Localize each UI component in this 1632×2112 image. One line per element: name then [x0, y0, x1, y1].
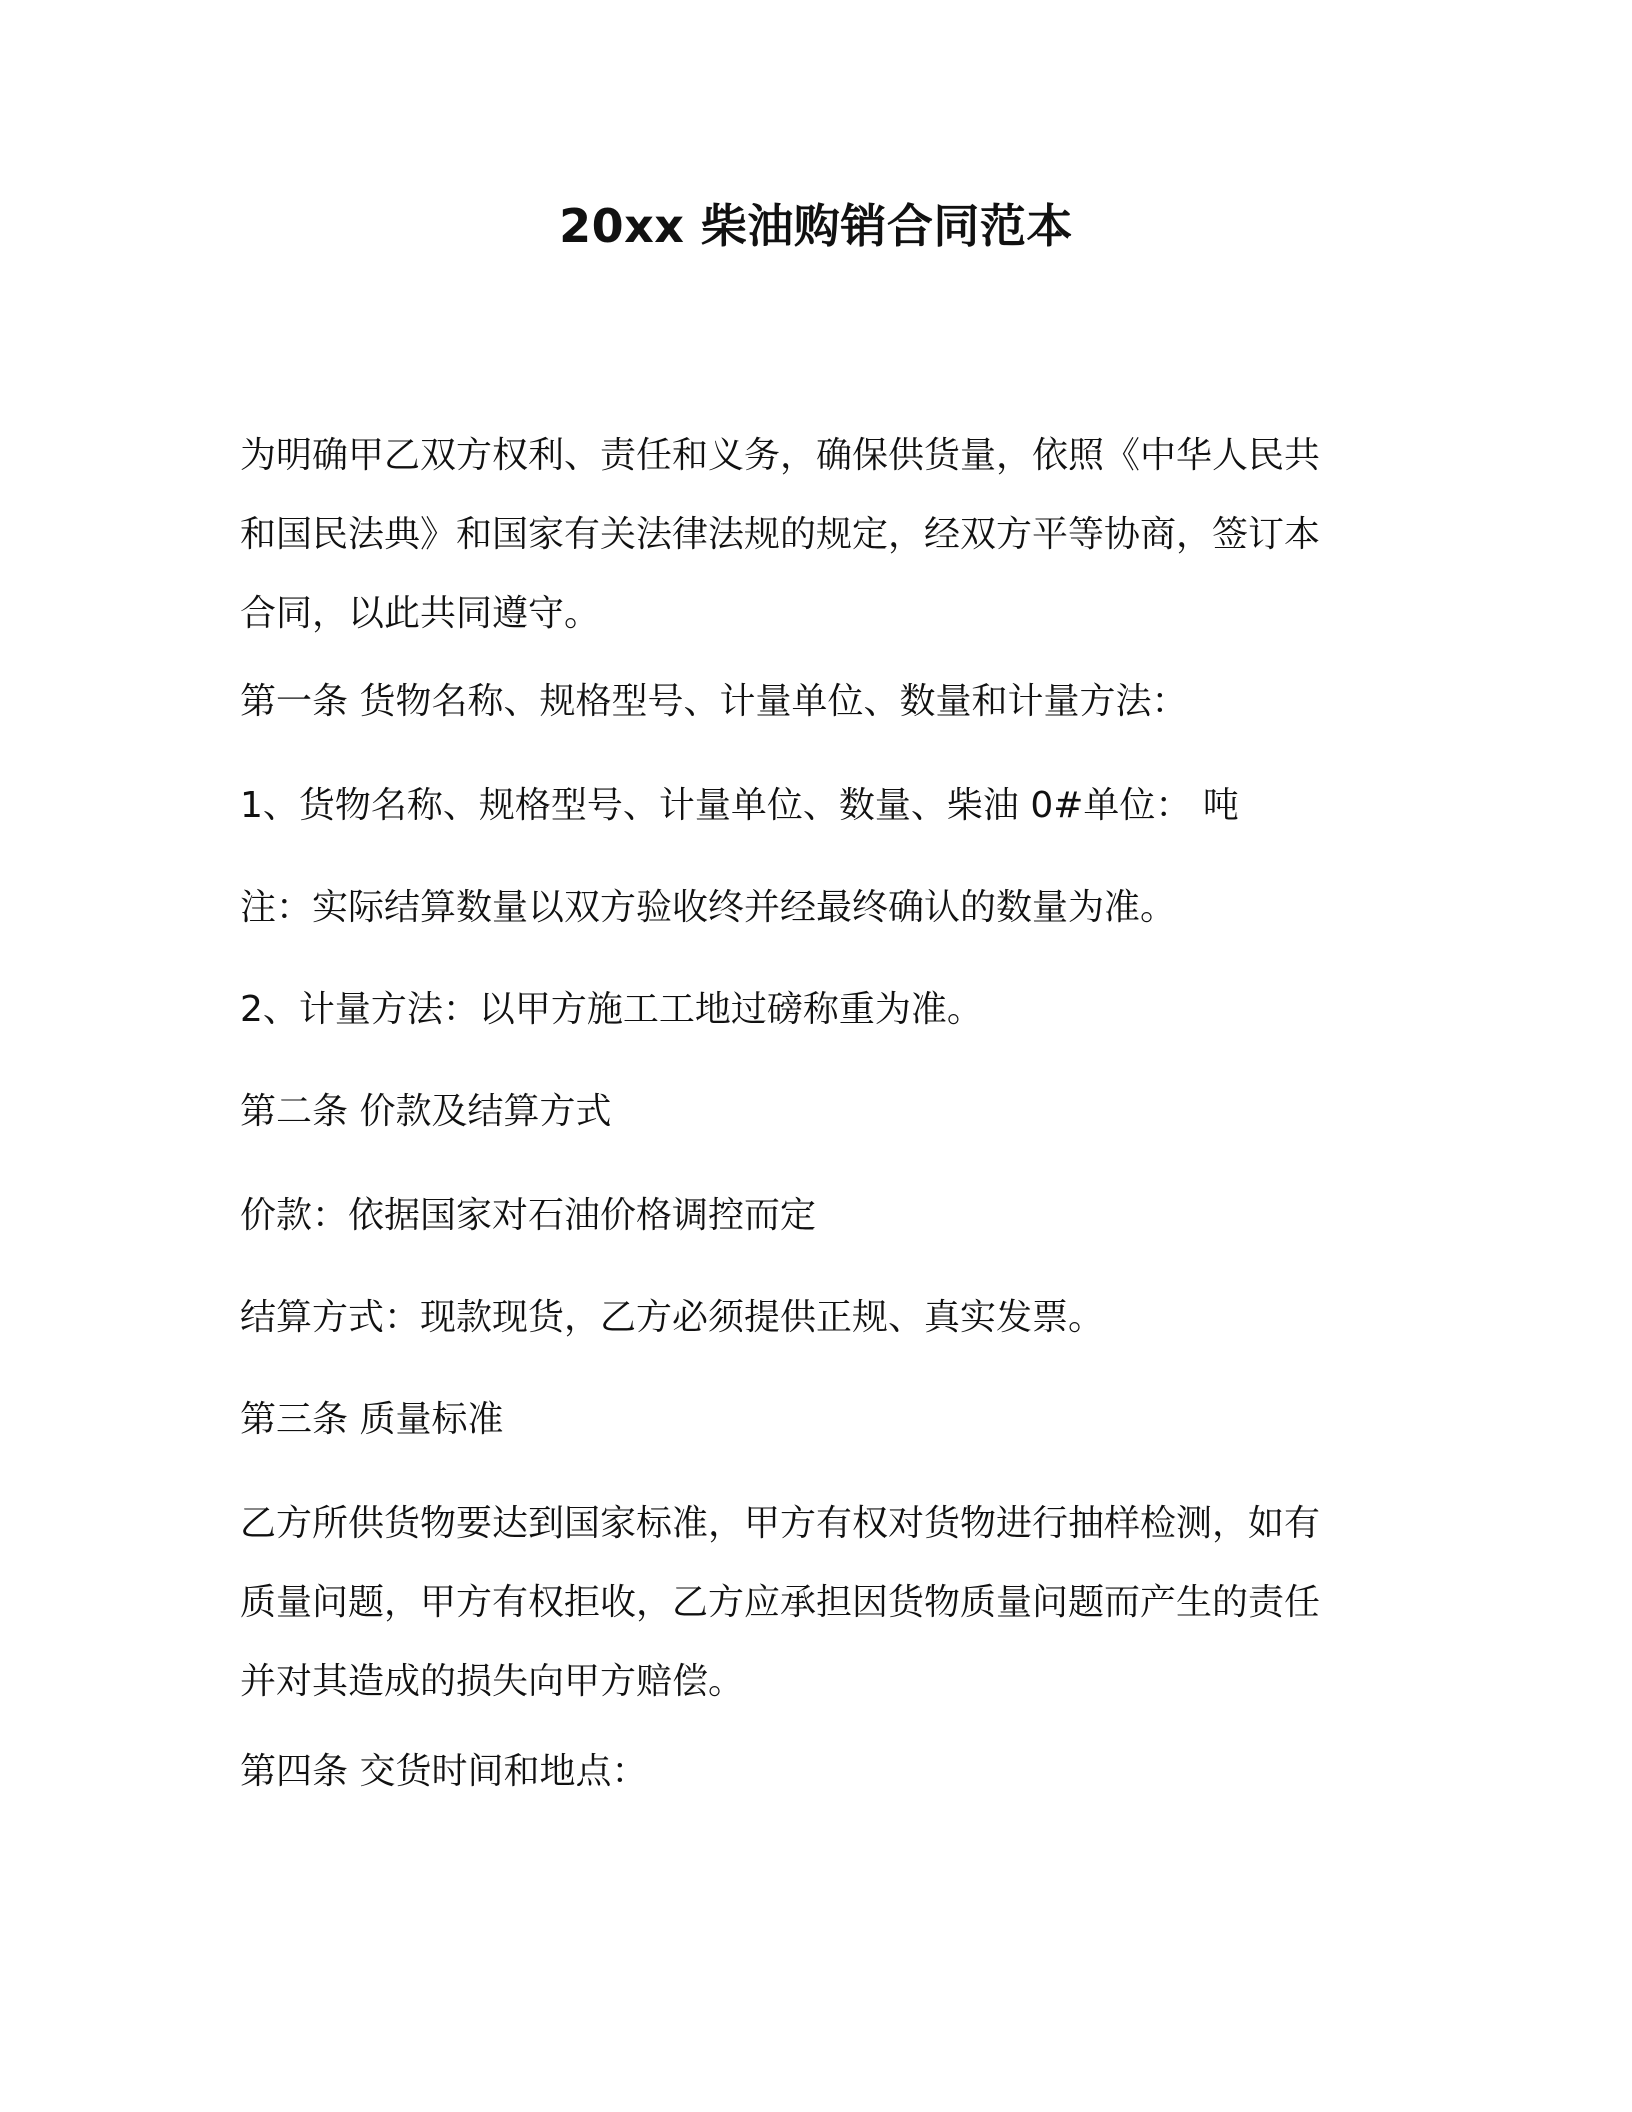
intro-line: 和国民法典》和国家有关法律法规的规定，经双方平等协商，签订本	[240, 514, 1321, 555]
item-1: 1、货物名称、规格型号、计量单位、数量、柴油 0#单位： 吨	[240, 785, 1239, 826]
intro-line: 合同，以此共同遵守。	[240, 593, 601, 634]
article-4-heading: 第四条 交货时间和地点：	[240, 1751, 648, 1792]
article-2-heading: 第二条 价款及结算方式	[240, 1091, 612, 1132]
intro-line: 为明确甲乙双方权利、责任和义务，确保供货量，依照《中华人民共	[240, 435, 1321, 476]
intro-paragraph	[240, 416, 1360, 653]
price-paragraph: 价款：依据国家对石油价格调控而定	[240, 1195, 817, 1236]
quality-paragraph	[240, 1484, 1360, 1721]
quality-line: 并对其造成的损失向甲方赔偿。	[240, 1661, 745, 1702]
document-title: 20xx 柴油购销合同范本	[559, 199, 1073, 253]
item-2: 2、计量方法：以甲方施工工地过磅称重为准。	[240, 989, 983, 1030]
quality-line: 乙方所供货物要达到国家标准，甲方有权对货物进行抽样检测，如有	[240, 1503, 1321, 1544]
note-paragraph: 注：实际结算数量以双方验收终并经最终确认的数量为准。	[240, 887, 1177, 928]
article-3-heading: 第三条 质量标准	[240, 1399, 504, 1440]
quality-line: 质量问题，甲方有权拒收，乙方应承担因货物质量问题而产生的责任	[240, 1582, 1321, 1623]
settlement-paragraph: 结算方式：现款现货，乙方必须提供正规、真实发票。	[240, 1297, 1105, 1338]
article-1-heading: 第一条 货物名称、规格型号、计量单位、数量和计量方法：	[240, 681, 1188, 722]
